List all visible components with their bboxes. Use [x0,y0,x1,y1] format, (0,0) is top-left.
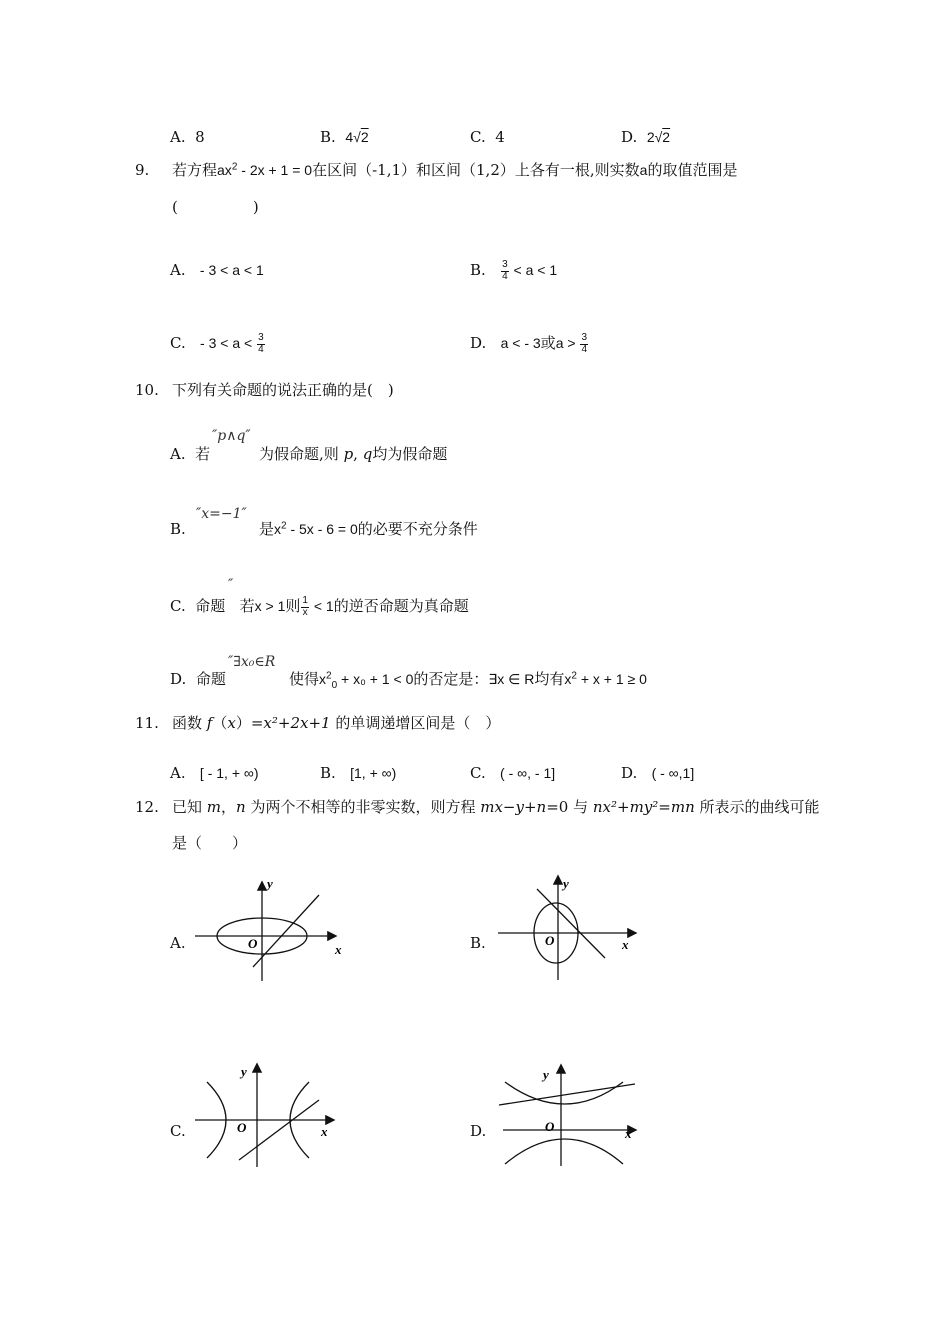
q12-stem-line2: 是（ ） [172,834,248,852]
q8-option-b: B. 4√2 [320,128,369,146]
q10-b-formula: ″x=−1″ [196,506,247,522]
q11-stem: 函数 f（x）=x²+2x+1 的单调递增区间是（ ） [172,714,501,732]
q8-option-a: A. 8 [170,128,205,146]
origin-label: O [237,1120,247,1135]
q12-option-c-label: C. [170,1122,186,1140]
q9-number: 9. [135,161,150,179]
q10-number: 10. [135,381,159,399]
q10-stem: 下列有关命题的说法正确的是( ) [172,381,394,399]
origin-label: O [545,933,555,948]
q10-option-a: A. 若 [170,445,211,463]
q12-stem: 已知 m，n 为两个不相等的非零实数，则方程 mx−y+n=0 与 nx²+my²=mn 所表示的曲线可能 [172,798,820,816]
q11-option-a: A. [ - 1, + ∞) [170,764,259,782]
q12-option-d-label: D. [470,1122,487,1140]
q10-option-c: C. 命题 若x > 1则 $\frac{1}{x}$ < 1的逆否命题为真命题 [170,595,469,618]
x-axis-label: x [625,1126,632,1141]
q12-option-b-label: B. [470,934,486,952]
q9-option-b: B. $\frac{3}{4}$ < a < 1 [470,259,558,282]
x-axis-label: x [622,937,629,952]
y-axis-label: y [267,876,273,891]
q10-d-formula: ″∃x₀∈R [228,654,276,670]
q8-option-d: D. 2√2 [621,128,671,146]
q10-option-a-text: 为假命题,则 p, q均为假命题 [259,445,448,463]
q10-option-d: D. 命题 [170,670,226,688]
x-axis-label: x [335,942,342,957]
q12-graph-d [495,1060,655,1170]
origin-label: O [545,1119,555,1134]
q10-option-b-text: 是$x^2 - 5x - 6 = 0$的必要不充分条件 [259,520,478,538]
q12-option-a-label: A. [170,934,186,952]
y-axis-label: y [543,1067,549,1082]
y-axis-label: y [241,1064,247,1079]
q9-blank: ( ) [172,198,259,216]
q8-option-c: C. 4 [470,128,505,146]
x-axis-label: x [321,1124,328,1139]
q12-graph-a [195,875,355,985]
q11-option-c: C. ( - ∞, - 1] [470,764,556,782]
q11-number: 11. [135,714,159,732]
q9-option-c: C. - 3 < a < $\frac{3}{4}$ [170,332,264,355]
q10-a-formula: ″p∧q″ [212,428,251,444]
q10-option-d-text: 使得$x^2_0 + x_0 + 1 < 0$的否定是：∃x ∈ R均有$x^2 + x + 1 \ge 0$ [289,670,647,691]
q9-option-a: A. - 3 < a < 1 [170,261,264,279]
q11-option-b: B. [1, + ∞) [320,764,397,782]
q11-option-d: D. ( - ∞,1] [621,764,695,782]
q12-number: 12. [135,798,159,816]
y-axis-label: y [563,876,569,891]
q12-graph-c [195,1060,355,1170]
q10-c-quote: ″ [228,577,234,593]
q10-option-b: B. [170,520,186,538]
q9-option-d: D. a < - 3或a > $\frac{3}{4}$ [470,332,587,355]
q9-stem: 若方程$ax^2 - 2x + 1 = 0$在区间（-1,1）和区间（1,2）上各有一根,则实数a的取值范围是 [172,161,738,179]
q12-graph-b [495,872,655,984]
origin-label: O [248,936,258,951]
